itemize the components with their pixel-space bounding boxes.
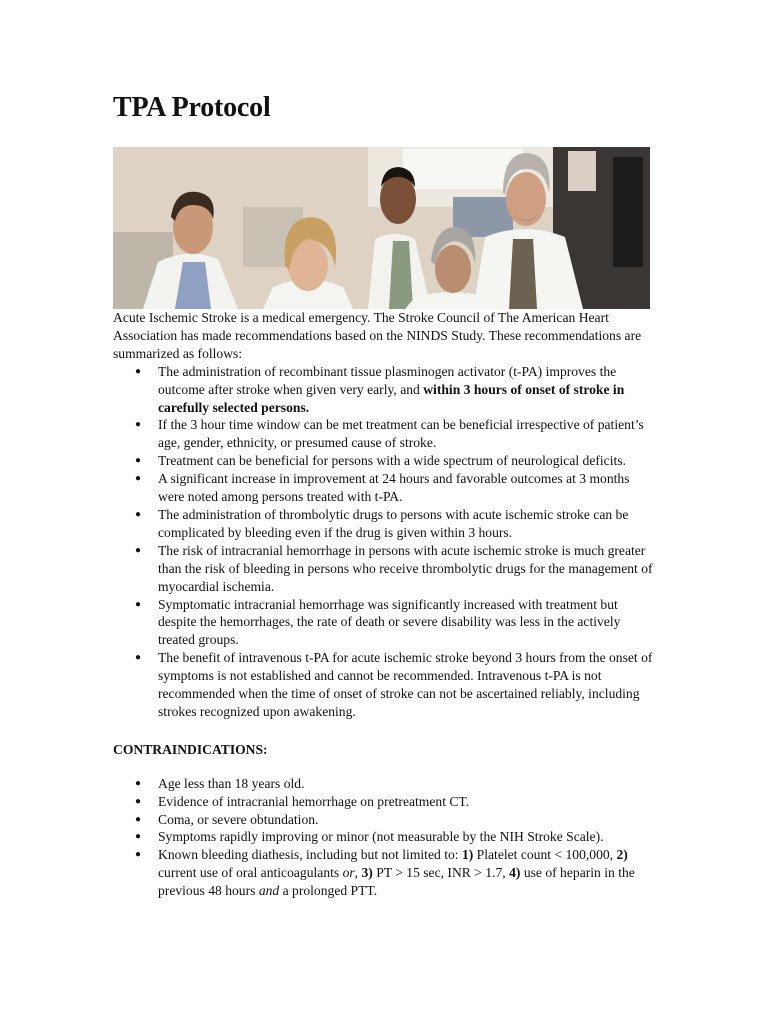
list-item: ● The benefit of intravenous t-PA for acute ischemic stroke beyond 3 hours from the onset of symptoms is not established and cannot be recommended. Intravenous t-PA is not recommended when the time of onset of stroke can not be ascertained reliably, including strokes recognized upon awakening.: [135, 650, 653, 719]
bullet-icon: ●: [135, 508, 142, 520]
list-item: ● Symptoms rapidly improving or minor (not measurable by the NIH Stroke Scale).: [135, 829, 604, 845]
list-item: ● A significant increase in improvement at 24 hours and favorable outcomes at 3 months were noted among persons treated with t-PA.: [135, 471, 630, 505]
list-item: ● The administration of thrombolytic drugs to persons with acute ischemic stroke can be complicated by bleeding even if the drug is given within 3 hours.: [135, 506, 629, 540]
list-item: ● Treatment can be beneficial for persons with a wide spectrum of neurological deficits.: [135, 453, 626, 469]
bullet-icon: ●: [135, 777, 142, 789]
page-title: TPA Protocol: [113, 92, 271, 123]
list-item: ● The risk of intracranial hemorrhage in persons with acute ischemic stroke is much greater than the risk of bleeding in persons who receive thrombolytic drugs for the management of myocardial ischemia.: [135, 542, 653, 594]
bullet-icon: ●: [135, 365, 142, 377]
bullet-icon: ●: [135, 795, 142, 807]
list-item: ● If the 3 hour time window can be met treatment can be beneficial irrespective of patient’s age, gender, ethnicity, or presumed cause of stroke.: [135, 417, 644, 451]
bullet-icon: ●: [135, 473, 142, 485]
list-item: ● Symptomatic intracranial hemorrhage was significantly increased with treatment but despite the hemorrhages, the rate of death or severe disability was less in the actively treated groups.: [135, 596, 621, 648]
list-item: ● Age less than 18 years old.: [135, 775, 305, 791]
bullet-icon: ●: [135, 652, 142, 664]
group-of-doctors-photo-icon: [113, 147, 650, 309]
doctors-photo: [113, 147, 650, 309]
bullet-icon: ●: [135, 831, 142, 843]
bullet-icon: ●: [135, 598, 142, 610]
bullet-icon: ●: [135, 813, 142, 825]
bullet-icon: ●: [135, 544, 142, 556]
list-item: ● Known bleeding diathesis, including but not limited to: 1) Platelet count < 100,000, 2) current use of oral anticoagulants or, 3) PT > 15 sec, INR > 1.7, 4) use of heparin in the previous 48 hours and a prolonged PTT.: [135, 847, 635, 899]
document-body: [113, 309, 658, 900]
bullet-icon: ●: [135, 849, 142, 861]
bullet-icon: ●: [135, 419, 142, 431]
recommendations-list: [113, 363, 658, 721]
list-item: ● Evidence of intracranial hemorrhage on pretreatment CT.: [135, 793, 470, 809]
list-item: ● The administration of recombinant tissue plasminogen activator (t-PA) improves the outcome after stroke when given very early, and within 3 hours of onset of stroke in carefully selected persons.: [135, 363, 625, 415]
list-item: ● Coma, or severe obtundation.: [135, 811, 319, 827]
bullet-icon: ●: [135, 455, 142, 467]
intro-paragraph: Acute Ischemic Stroke is a medical emergency. The Stroke Council of The American Heart Association has made recommendations based on the NINDS Study. These recommendations are summarized as follows:: [113, 310, 642, 361]
contraindications-heading: CONTRAINDICATIONS:: [113, 741, 268, 757]
contraindications-list: [113, 775, 658, 900]
